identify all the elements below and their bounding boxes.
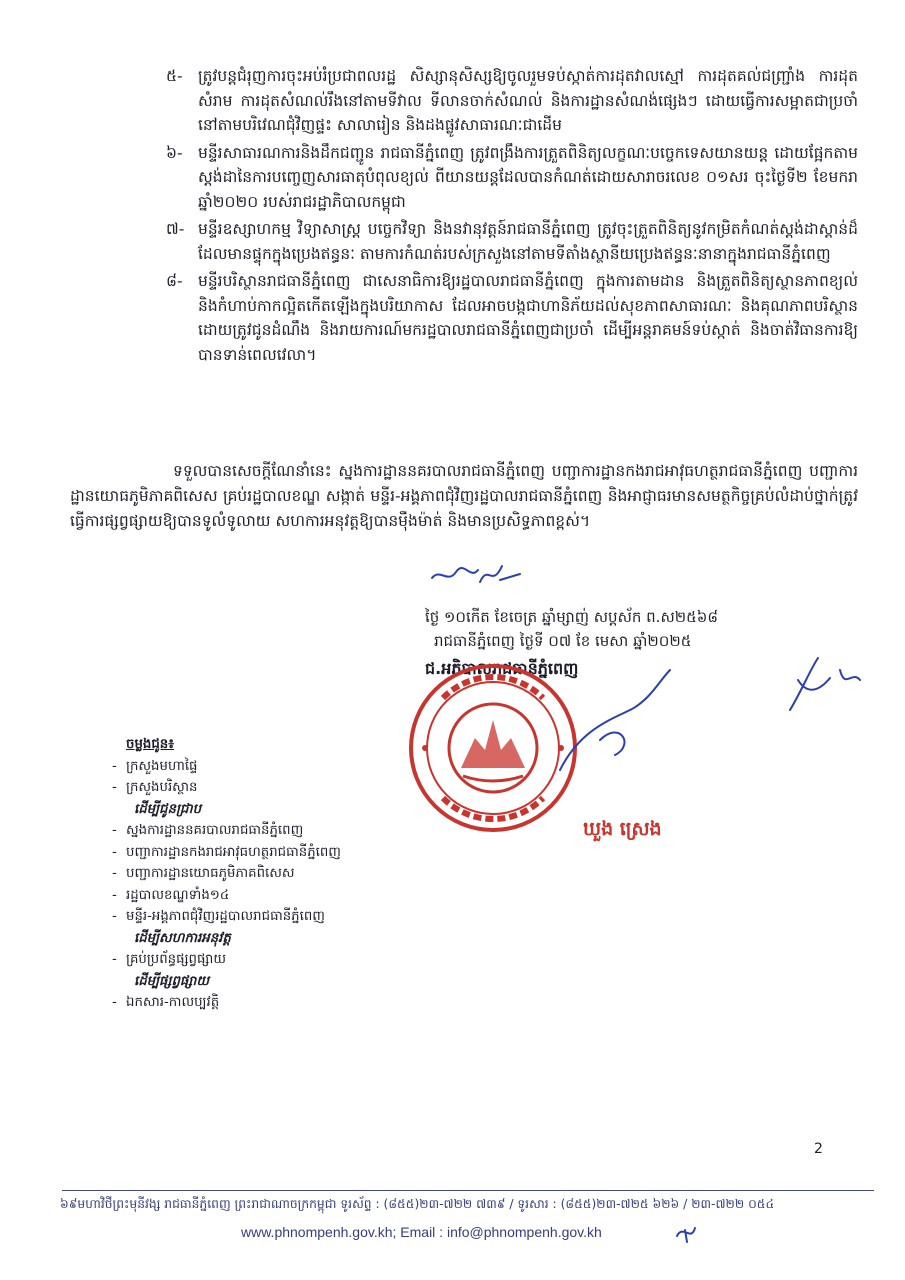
- item-number: ៨-: [166, 272, 183, 290]
- footer-address: ៦៩មហាវិថីព្រះមុនីវង្ស រាជធានីភ្នំពេញ ព្រះរាជាណាចក្រកម្ពុជា ទូរស័ព្ទ : (៨៥៥)២៣-៧២២ ៧៣៩ / ទូរសារ : (៨៥៥)២៣-៧២៥ ៦២៦ / ២៣-៧២២ ០៥៤: [60, 1197, 775, 1211]
- recipients-heading: ចម្លងជូន៖: [126, 737, 175, 752]
- footer-contact: www.phnompenh.gov.kh; Email : info@phnompenh.gov.kh: [241, 1224, 602, 1240]
- recipient-item: - បញ្ជាការដ្ឋានកងរាជអាវុធហត្ថរាជធានីភ្នំពេញ: [108, 842, 428, 864]
- recipient-item: - ស្នងការដ្ឋាននគរបាលរាជធានីភ្នំពេញ: [108, 820, 428, 842]
- official-signature: [540, 650, 870, 780]
- item-text: មន្ទីរបរិស្ថានរាជធានីភ្នំពេញ ជាសេនាធិការឱ្យរដ្ឋបាលរាជធានីភ្នំពេញ ក្នុងការតាមដាន និងត្រួតពិនិត្យស្ថានភាពខ្យល់ និងកំហាប់កាកល្អិតកើតឡើងក្នុងបរិយាកាស ដែលអាចបង្កជាហានិភ័យដល់សុខភាពសាធារណៈ និងគុណភាពបរិស្ថាន ដោយត្រូវជូនដំណឹង និងរាយការណ៍មករដ្ឋបាលរាជធានីភ្នំពេញជាប្រចាំ ដើម្បីអន្តរាគមន៍ទប់ស្កាត់ និងចាត់វិធានការឱ្យបានទាន់ពេលវេលា។: [198, 272, 858, 364]
- item-number: ៥-: [166, 67, 183, 85]
- instruction-list: [168, 64, 858, 370]
- recipient-group-label: ដើម្បីសហការអនុវត្ត: [134, 930, 231, 946]
- recipient-item: - រដ្ឋបាលខណ្ឌទាំង១៤: [108, 885, 428, 907]
- list-item: [168, 141, 858, 215]
- item-text: មន្ទីរសាធារណការនិងដឹកជញ្ជូន រាជធានីភ្នំពេញ ត្រូវពង្រឹងការត្រួតពិនិត្យលក្ខណៈបច្ចេកទេសយានយន្ត ដោយផ្អែកតាមស្តង់ដានៃការបញ្ចេញសារធាតុបំពុលខ្យល់ ពីយានយន្តដែលបានកំណត់ដោយសារាចរលេខ ០១សរ ចុះថ្ងៃទី២ ខែមករា ឆ្នាំ២០២០ របស់រាជរដ្ឋាភិបាលកម្ពុជា: [198, 143, 858, 211]
- item-number: ៦-: [166, 143, 183, 162]
- recipients-list: [108, 734, 428, 1014]
- list-item: [168, 217, 858, 266]
- date-block: [425, 605, 865, 653]
- page-number: 2: [814, 1141, 823, 1157]
- recipient-group-label: ដើម្បីជូនជ្រាប: [134, 801, 202, 817]
- closing-paragraph: ទទួលបានសេចក្តីណែនាំនេះ ស្នងការដ្ឋាននគរបាលរាជធានីភ្នំពេញ បញ្ជាការដ្ឋានកងរាជអាវុធហត្ថរាជធានីភ្នំពេញ បញ្ជាការដ្ឋានយោធភូមិភាគពិសេស គ្រប់រដ្ឋបាលខណ្ឌ សង្កាត់ មន្ទីរ-អង្គភាពជុំវិញរដ្ឋបាលរាជធានីភ្នំពេញ និងអាជ្ញាធរមានសមត្ថកិច្ចគ្រប់លំដាប់ថ្នាក់ត្រូវធ្វើការផ្សព្វផ្សាយឱ្យបានទូលំទូលាយ សហការអនុវត្តឱ្យបានម៉ឺងម៉ាត់ និងមានប្រសិទ្ធភាពខ្ពស់។: [70, 462, 858, 530]
- recipient-group-label: ដើម្បីផ្សព្វផ្សាយ: [134, 973, 209, 989]
- item-text: ត្រូវបន្តជំរុញការចុះអប់រំប្រជាពលរដ្ឋ សិស្សានុសិស្សឱ្យចូលរួមទប់ស្កាត់ការដុតវាលស្មៅ ការដុតគល់ជញ្ជ្រាំង ការដុតសំរាម ការដុតសំណល់រឹងនៅតាមទីវាល ទីលានចាក់សំណល់ និងការដ្ឋានសំណង់ផ្សេងៗ ដោយធ្វើការសម្អាតជាប្រចាំនៅតាមបរិវេណជុំវិញផ្ទះ សាលារៀន និងដងផ្លូវសាធារណៈជាដើម: [198, 67, 858, 134]
- recipient-item: - មន្ទីរ-អង្គភាពជុំវិញរដ្ឋបាលរាជធានីភ្នំពេញ: [108, 906, 428, 928]
- footer-initial-signature: [673, 1220, 699, 1246]
- recipient-item: - ក្រសួងមហាផ្ទៃ: [108, 756, 428, 778]
- lunar-date: ថ្ងៃ ១០កើត ខែចេត្រ ឆ្នាំម្សាញ់ សប្តស័ក ព.ស២៥៦៨: [425, 608, 718, 626]
- signatory-name: ឃួង ស្រេង: [583, 818, 662, 840]
- recipient-item: - ឯកសារ-កាលប្បវត្តិ: [108, 992, 428, 1014]
- footer-divider: [62, 1190, 874, 1191]
- recipient-item: - បញ្ជាការដ្ឋានយោធភូមិភាគពិសេស: [108, 863, 428, 885]
- signatory-title: ជ.អភិបាលរាជធានីភ្នំពេញ: [425, 659, 579, 678]
- recipient-item: - ក្រសួងបរិស្ថាន: [108, 777, 428, 799]
- list-item: [168, 64, 858, 138]
- recipient-item: - គ្រប់ប្រព័ន្ធផ្សព្វផ្សាយ: [108, 949, 428, 971]
- item-number: ៧-: [166, 220, 185, 238]
- solar-date: រាជធានីភ្នំពេញ ថ្ងៃទី ០៧ ខែ មេសា ឆ្នាំ២០២៥: [434, 632, 692, 650]
- list-item: [168, 269, 858, 367]
- item-text: មន្ទីរឧស្សាហកម្ម វិទ្យាសាស្ត្រ បច្ចេកវិទ្យា និងនវានុវត្តន៍រាជធានីភ្នំពេញ ត្រូវចុះត្រួតពិនិត្យនូវកម្រិតកំណត់ស្តង់ដាស្តាន់ដ៏ដែលមានផ្ទុកក្នុងប្រេងឥន្ធនៈ តាមការកំណត់របស់ក្រសួងនៅតាមទីតាំងស្ថានីយប្រេងឥន្ធនៈនានាក្នុងរាជធានីភ្នំពេញ: [198, 220, 858, 263]
- initials-signature: [430, 560, 525, 592]
